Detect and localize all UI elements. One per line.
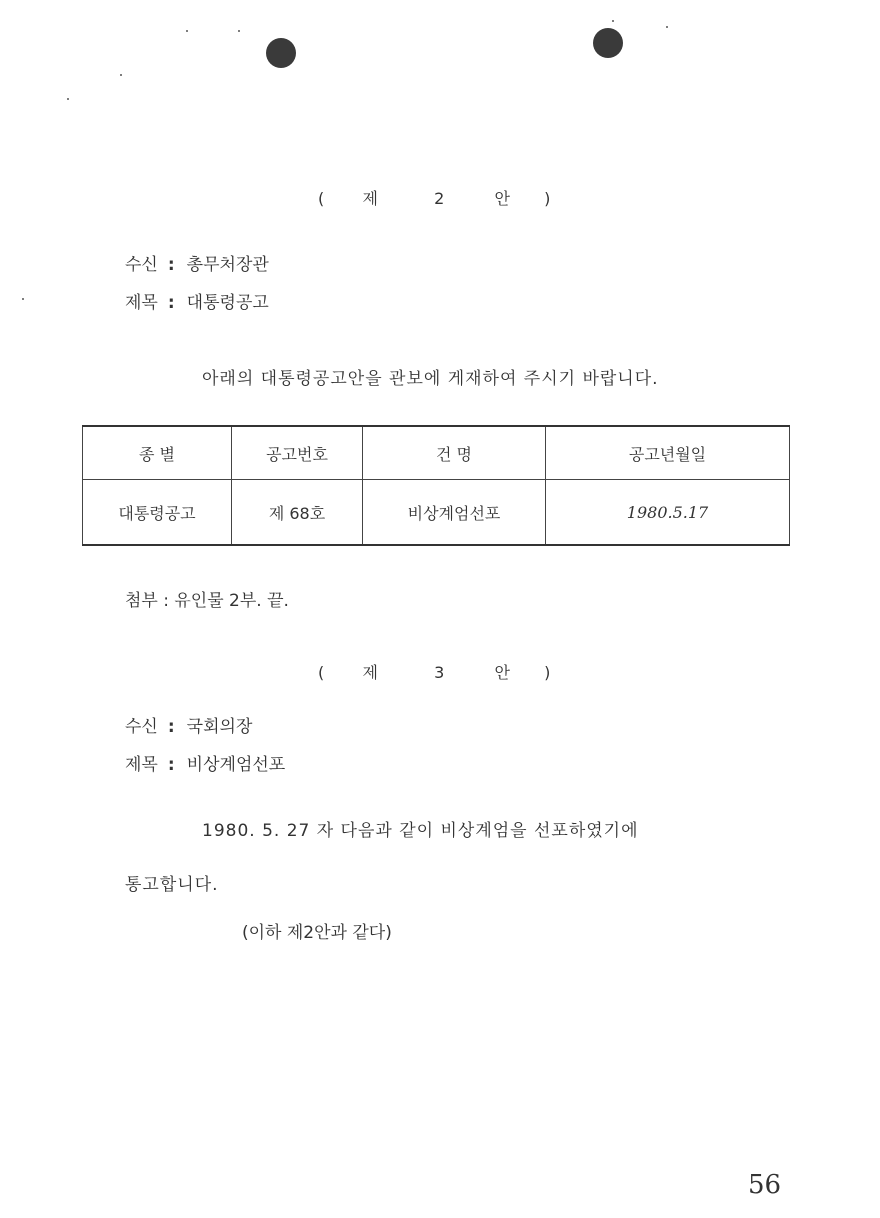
punch-hole-right xyxy=(593,28,623,58)
heading-open-paren: ( xyxy=(318,189,327,208)
scan-speck xyxy=(186,30,188,32)
cell-type: 대통령공고 xyxy=(83,480,232,546)
punch-hole-left xyxy=(266,38,296,68)
recipient-label: 수신 xyxy=(125,717,158,737)
cell-date: 1980.5.17 xyxy=(546,480,790,546)
heading-title: 제 xyxy=(362,663,380,682)
draft3-heading xyxy=(318,660,552,683)
draft3-subject-line xyxy=(125,750,285,775)
subject-label: 제목 xyxy=(125,293,158,313)
table-row xyxy=(83,480,790,546)
heading-open-paren: ( xyxy=(318,663,327,682)
header-type: 종 별 xyxy=(83,426,232,480)
subject-label: 제목 xyxy=(125,755,158,775)
subject-value: 비상계엄선포 xyxy=(186,755,286,775)
scan-speck xyxy=(67,98,69,100)
draft3-body-line1: 1980. 5. 27 자 다음과 같이 비상계엄을 선포하였기에 xyxy=(202,821,639,841)
heading-number: 3 xyxy=(434,663,447,682)
recipient-value: 총무처장관 xyxy=(186,255,269,275)
scan-speck xyxy=(22,298,24,300)
scan-speck xyxy=(120,74,122,76)
page-number: 56 xyxy=(748,1170,782,1200)
table-header-row xyxy=(83,426,790,480)
colon: : xyxy=(167,255,175,275)
colon: : xyxy=(167,755,175,775)
colon: : xyxy=(167,293,175,313)
draft2-recipient-line xyxy=(125,250,269,275)
draft2-attachment: 첨부 : 유인물 2부. 끝. xyxy=(125,591,289,611)
cell-title: 비상계엄선포 xyxy=(363,480,546,546)
scan-speck xyxy=(666,26,668,28)
subject-value: 대통령공고 xyxy=(186,293,269,313)
scan-speck xyxy=(238,30,240,32)
colon: : xyxy=(167,717,175,737)
heading-suffix: 안 xyxy=(494,663,512,682)
draft2-heading xyxy=(318,186,552,209)
header-number: 공고번호 xyxy=(232,426,363,480)
draft3-body-line2: 통고합니다. xyxy=(125,875,219,895)
cell-number: 제 68호 xyxy=(232,480,363,546)
recipient-label: 수신 xyxy=(125,255,158,275)
draft2-subject-line xyxy=(125,288,269,313)
heading-title: 제 xyxy=(362,189,380,208)
draft2-body: 아래의 대통령공고안을 관보에 게재하여 주시기 바랍니다. xyxy=(202,369,659,389)
scan-speck xyxy=(612,20,614,22)
header-date: 공고년월일 xyxy=(546,426,790,480)
header-title: 건 명 xyxy=(363,426,546,480)
recipient-value: 국회의장 xyxy=(186,717,253,737)
draft3-note: (이하 제2안과 같다) xyxy=(242,923,392,943)
heading-close-paren: ) xyxy=(544,189,553,208)
draft3-recipient-line xyxy=(125,712,252,737)
heading-close-paren: ) xyxy=(544,663,553,682)
heading-number: 2 xyxy=(434,189,447,208)
heading-suffix: 안 xyxy=(494,189,512,208)
announcement-table xyxy=(82,425,790,546)
